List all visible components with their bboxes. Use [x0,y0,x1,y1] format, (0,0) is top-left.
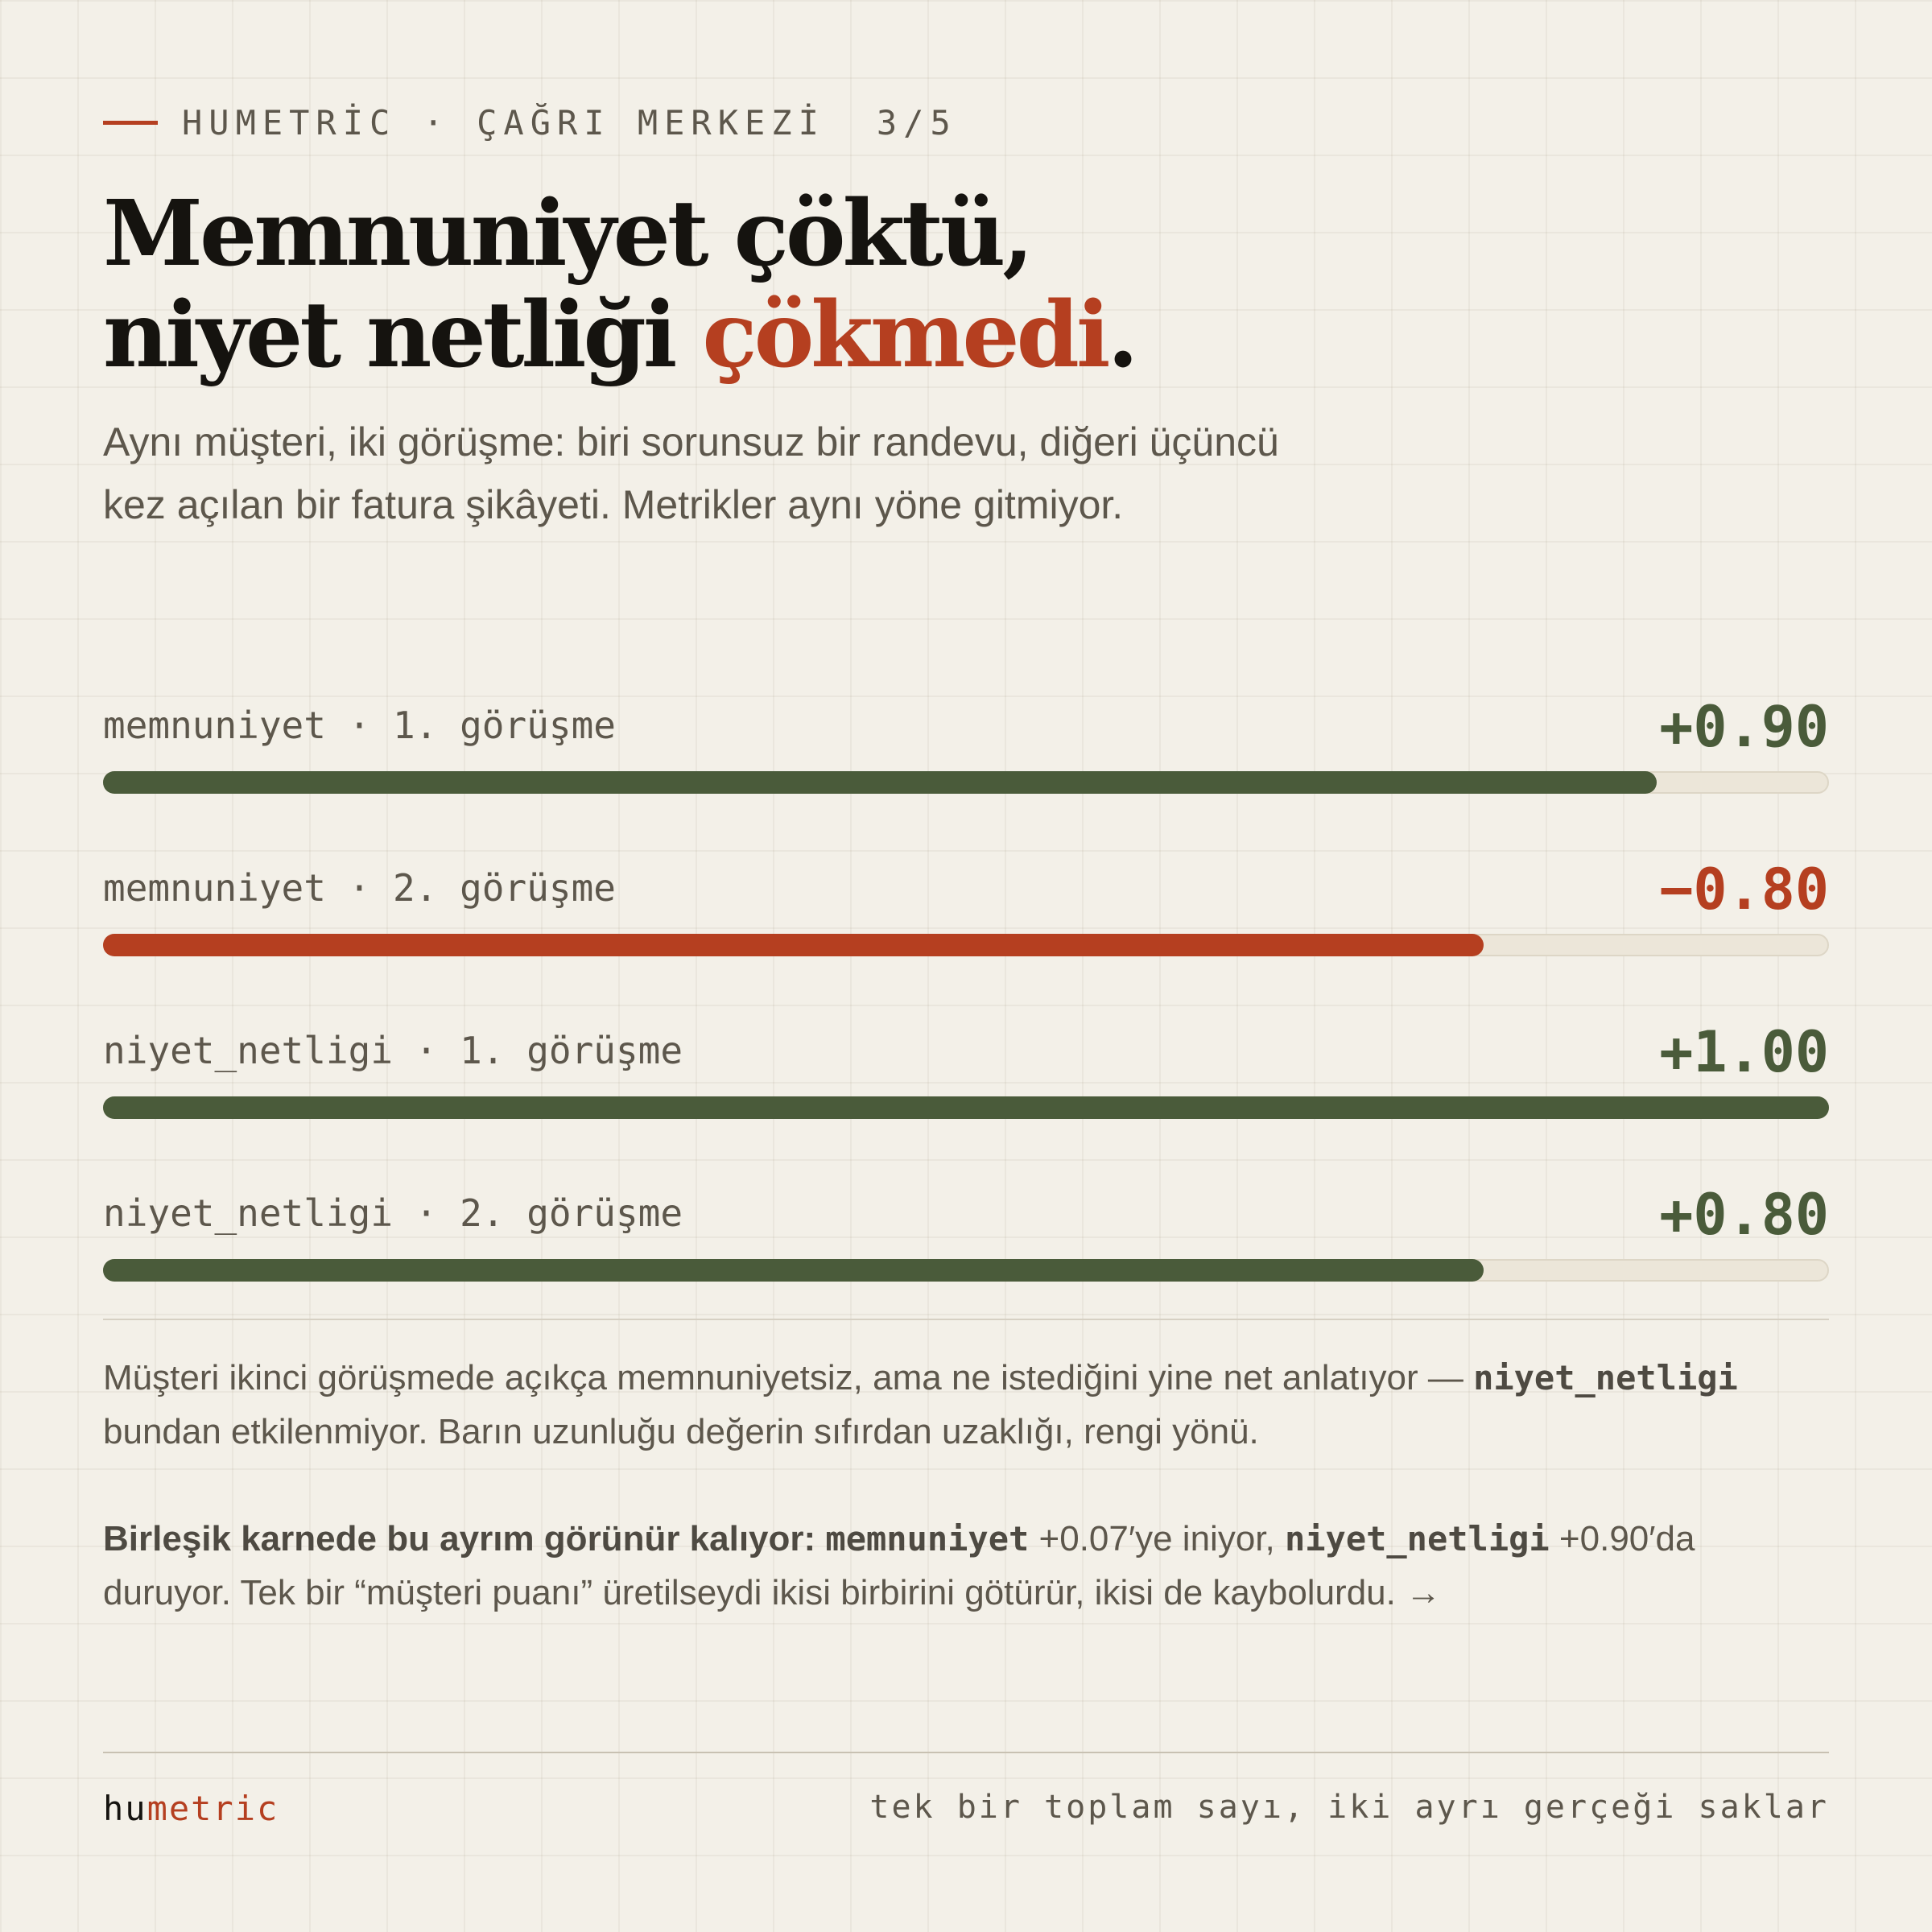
note2-strong: Birleşik karnede bu ayrım görünür kalıyor: [103,1519,816,1558]
note2-code-a: memnuniyet [825,1519,1030,1558]
metric-row [103,694,1829,815]
title-line-1: Memnuniyet çöktü, [103,181,1031,287]
metric-label: memnuniyet · 2. görüşme [103,866,616,910]
footer-tagline: tek bir toplam sayı, iki ayrı gerçeği saklar [869,1789,1829,1826]
title-period: . [1107,283,1136,388]
metric-bar-track [103,1096,1829,1119]
metric-label: niyet_netligi · 1. görüşme [103,1029,683,1072]
brand-logo [103,1789,279,1828]
brand-part-b: metric [147,1789,279,1828]
title-line-2-start: niyet netliği [103,283,703,388]
metric-bar-track [103,1259,1829,1282]
metric-row [103,1019,1829,1140]
summary-paragraph [103,1512,1829,1620]
kicker-rule [103,121,158,125]
metric-bar-fill [103,934,1484,956]
footer-rule [103,1752,1829,1753]
metric-row [103,1182,1829,1302]
metric-value: +1.00 [1659,1019,1829,1085]
note2-code-b: niyet_netligi [1284,1519,1550,1558]
metric-bar-fill [103,771,1657,794]
metric-row [103,857,1829,977]
brand-part-a: hu [103,1789,147,1828]
metric-bar-track [103,771,1829,794]
lede-paragraph: Aynı müşteri, iki görüşme: biri sorunsuz bir randevu, diğeri üçüncü kez açılan bir fatura şikâyeti. Metrikler aynı yöne gitmiyor. [103,419,1279,527]
note1-code: niyet_netligi [1473,1358,1738,1397]
metric-value: +0.90 [1659,694,1829,760]
metric-bar-track [103,934,1829,956]
page-indicator: 3/5 [876,103,957,142]
metric-label: niyet_netligi · 2. görüşme [103,1191,683,1235]
note2-text-b: +0.90′da duruyor. Tek bir “müşteri puanı” üretilseydi ikisi birbirini götürür, ikisi de kaybolurdu. → [103,1519,1695,1612]
note1-text-a: Müşteri ikinci görüşmede açıkça memnuniyetsiz, ama ne istediğini yine net anlatıyor — [103,1358,1474,1397]
section-divider [103,1319,1829,1320]
note2-text-a: +0.07′ye iniyor, [1029,1519,1285,1558]
explanation-paragraph [103,1351,1829,1459]
metric-value: +0.80 [1659,1182,1829,1248]
metric-bar-fill [103,1259,1484,1282]
metric-value: −0.80 [1659,857,1829,923]
metric-label: memnuniyet · 1. görüşme [103,704,616,747]
metric-bar-fill [103,1096,1829,1119]
page-title [103,181,1136,388]
header-kicker [103,103,957,142]
kicker-text: HUMETRİC · ÇAĞRI MERKEZİ [182,103,825,142]
title-accent: çökmedi [702,283,1108,388]
note1-text-b: bundan etkilenmiyor. Barın uzunluğu değerin sıfırdan uzaklığı, rengi yönü. [103,1412,1259,1451]
